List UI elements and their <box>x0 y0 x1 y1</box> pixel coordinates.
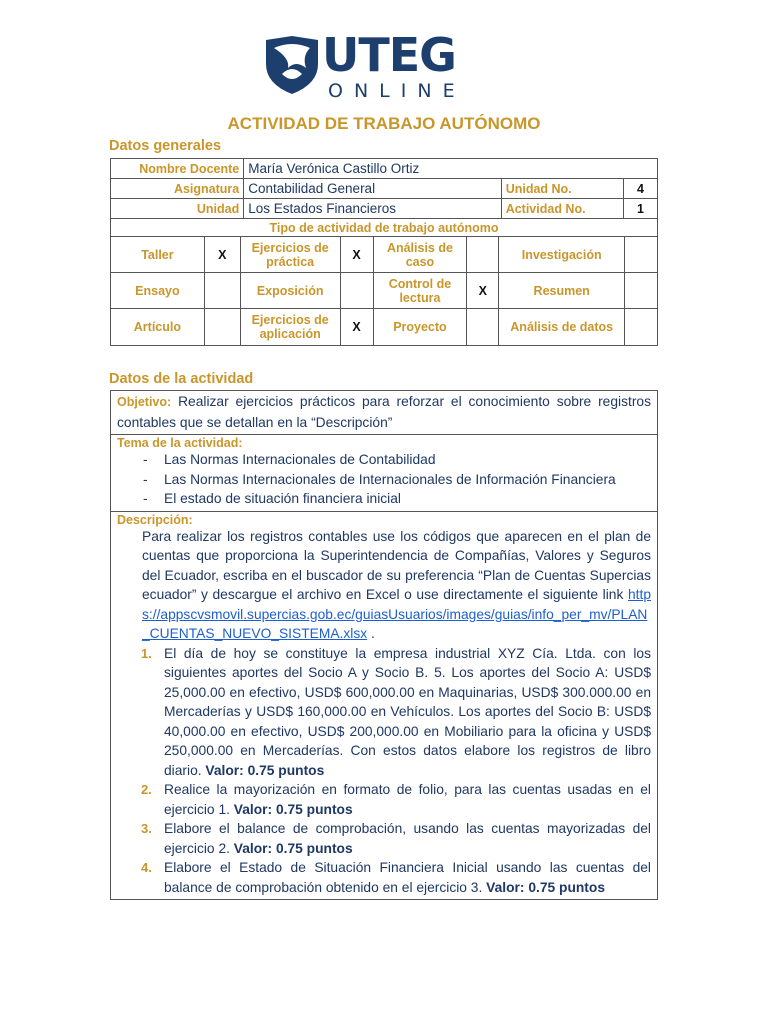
type-analisis-caso: Análisis de caso <box>373 237 467 273</box>
activity-type-table <box>110 218 658 346</box>
step-item: 2. Realice la mayorización en formato de folio, para las cuentas usadas en el ejercicio 1. Valor: 0.75 puntos <box>141 782 651 817</box>
unidad-no-value: 4 <box>623 179 657 199</box>
type-articulo: Artículo <box>111 309 205 346</box>
type-resumen: Resumen <box>499 273 625 309</box>
type-ensayo: Ensayo <box>111 273 205 309</box>
tema-label: Tema de la actividad: <box>117 436 243 450</box>
type-exposicion: Exposición <box>240 273 340 309</box>
type-analisis-datos: Análisis de datos <box>499 309 625 346</box>
docente-label: Nombre Docente <box>111 159 244 179</box>
step-item: 1. El día de hoy se constituye la empresa industrial XYZ Cía. Ltda. con los siguientes aportes del Socio A y Socio B. 5. Los aportes del Socio A: USD$ 25,000.00 en efectivo, USD$ 600,000.00 en Maquinarias, USD$ 300.000.00 en Mercaderías y USD$ 160,000.00 en Vehículos. Los aportes del Socio B: USD$ 40,000.00 en efectivo, USD$ 200,000.00 en Mobiliario para la oficina y USD$ 250,000.00 en Mercaderías. Con estos datos elabore los registros de libro diario. Valor: 0.75 puntos <box>141 645 651 778</box>
descripcion-intro: Para realizar los registros contables use los códigos que aparecen en el plan de cuentas que proporciona la Superintendencia de Compañías, Valores y Seguros del Ecuador, escriba en el buscador de su preferencia “Plan de Cuentas Supercias ecuador” y descargue el archivo en Excel o use directamente el siguiente link https://appscvsmovil.supercias.gob.ec/guiasUsuarios/images/guias/info_per_mv/PLAN_CUENTAS_NUEVO_SISTEMA.xlsx . <box>142 528 651 641</box>
logo-tagline: ONLINE <box>328 80 466 102</box>
docente-value: María Verónica Castillo Ortiz <box>244 159 658 179</box>
type-proyecto: Proyecto <box>373 309 467 346</box>
list-item: - Las Normas Internacionales de Contabilidad <box>143 452 436 467</box>
tipo-header: Tipo de actividad de trabajo autónomo <box>111 219 658 237</box>
mark-analisis-caso <box>467 237 499 273</box>
objetivo-block <box>111 391 657 435</box>
mark-ej-aplicacion: X <box>340 309 373 346</box>
logo-brand: UTEG <box>322 28 456 82</box>
descripcion-label: Descripción: <box>117 512 193 527</box>
type-taller: Taller <box>111 237 205 273</box>
asignatura-label: Asignatura <box>111 179 244 199</box>
type-ej-aplicacion: Ejercicios de aplicación <box>240 309 340 346</box>
mark-articulo <box>204 309 240 346</box>
actividad-no-value: 1 <box>623 199 657 219</box>
mark-exposicion <box>340 273 373 309</box>
mark-ej-practica: X <box>340 237 373 273</box>
activity-heading: Datos de la actividad <box>109 371 254 387</box>
type-control-lectura: Control de lectura <box>373 273 467 309</box>
objetivo-text: Realizar ejercicios prácticos para reforzar el conocimiento sobre registros contables que se detallan en la “Descripción” <box>117 394 651 430</box>
tema-list <box>117 450 651 509</box>
steps-list <box>117 644 651 898</box>
shield-icon <box>262 34 322 96</box>
mark-taller: X <box>204 237 240 273</box>
general-table <box>110 158 658 219</box>
step-item: 4. Elabore el Estado de Situación Financiera Inicial usando las cuentas del balance de comprobación obtenido en el ejercicio 3. Valor: 0.75 puntos <box>141 860 651 895</box>
mark-resumen <box>625 273 658 309</box>
mark-proyecto <box>467 309 499 346</box>
objetivo-label: Objetivo: <box>117 395 172 409</box>
uteg-logo <box>262 28 477 104</box>
step-item: 3. Elabore el balance de comprobación, usando las cuentas mayorizadas del ejercicio 2. Valor: 0.75 puntos <box>141 821 651 856</box>
asignatura-value: Contabilidad General <box>244 179 501 199</box>
mark-analisis-datos <box>625 309 658 346</box>
tema-block <box>111 435 657 512</box>
type-investigacion: Investigación <box>499 237 625 273</box>
mark-ensayo <box>204 273 240 309</box>
unidad-value: Los Estados Financieros <box>244 199 501 219</box>
mark-investigacion <box>625 237 658 273</box>
unidad-label: Unidad <box>111 199 244 219</box>
type-ej-practica: Ejercicios de práctica <box>240 237 340 273</box>
actividad-no-label: Actividad No. <box>501 199 623 219</box>
unidad-no-label: Unidad No. <box>501 179 623 199</box>
list-item: - El estado de situación financiera inicial <box>143 491 401 506</box>
activity-box <box>110 390 658 900</box>
plan-cuentas-link[interactable]: https://appscvsmovil.supercias.gob.ec/guiasUsuarios/images/guias/info_per_mv/PLAN_CUENTAS_NUEVO_SISTEMA.xlsx <box>142 587 651 641</box>
list-item: - Las Normas Internacionales de Internacionales de Información Financiera <box>143 471 616 487</box>
mark-control-lectura: X <box>467 273 499 309</box>
descripcion-block <box>111 512 657 900</box>
page-title: ACTIVIDAD DE TRABAJO AUTÓNOMO <box>227 114 541 133</box>
general-heading: Datos generales <box>109 138 222 154</box>
